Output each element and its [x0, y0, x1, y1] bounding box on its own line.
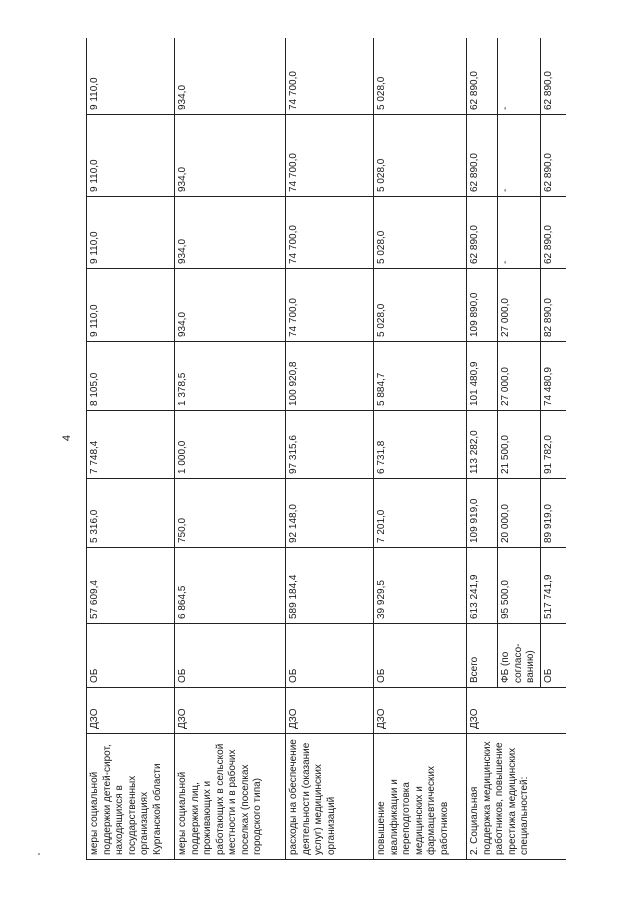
value-cell: 89 919,0: [540, 479, 566, 548]
value-cell: 5 028,0: [374, 269, 467, 342]
value-cell: 109 890,0: [467, 269, 498, 342]
value-cell: 9 110,0: [87, 38, 175, 115]
value-cell: 6 731,8: [374, 411, 467, 479]
table-row: [286, 38, 374, 860]
org-cell: ДЗО: [467, 688, 567, 734]
value-cell: 95 500,0: [498, 548, 541, 624]
value-cell: 517 741,9: [540, 548, 566, 624]
value-cell: 91 782,0: [540, 411, 566, 479]
value-cell: 109 919,0: [467, 479, 498, 548]
value-cell: 113 282,0: [467, 411, 498, 479]
value-cell: 8 105,0: [87, 342, 175, 411]
source-cell: ФБ (по согласо-ванию): [498, 624, 541, 688]
value-cell: 9 110,0: [87, 197, 175, 269]
scan-speck: [38, 853, 40, 855]
value-cell: 934,0: [175, 115, 286, 197]
org-cell: ДЗО: [374, 688, 467, 734]
value-cell: 62 890,0: [540, 38, 566, 115]
value-cell: 57 609,4: [87, 548, 175, 624]
rotated-table-area: [86, 38, 566, 860]
value-cell: 27 000,0: [498, 342, 541, 411]
row-label: меры социальной поддержки детей-сирот, находящихся в государственных организациях Курганской области: [87, 734, 175, 860]
value-cell: -: [498, 38, 541, 115]
value-cell: 5 028,0: [374, 115, 467, 197]
value-cell: 613 241,9: [467, 548, 498, 624]
value-cell: 92 148,0: [286, 479, 374, 548]
value-cell: 62 890,0: [540, 197, 566, 269]
table-row: [467, 38, 498, 860]
group-label: 2. Социальная поддержка медицинских работников, повышение престижа медицинских специальностей:: [467, 734, 567, 860]
org-cell: ДЗО: [286, 688, 374, 734]
row-label: повышение квалификации и переподготовка медицинских и фармацевтических работников: [374, 734, 467, 860]
value-cell: 62 890,0: [540, 115, 566, 197]
rotated-table-wrapper: [86, 38, 566, 860]
value-cell: 5 884,7: [374, 342, 467, 411]
value-cell: 750,0: [175, 479, 286, 548]
value-cell: -: [498, 197, 541, 269]
row-label: расходы на обеспечение деятельности (оказание услуг) медицинских организаций: [286, 734, 374, 860]
value-cell: 62 890,0: [467, 197, 498, 269]
source-cell: Всего: [467, 624, 498, 688]
source-cell: ОБ: [374, 624, 467, 688]
row-label: меры социальной поддержки лиц, проживающих и работающих в сельской местности и в рабочих поселках (поселках городского типа): [175, 734, 286, 860]
value-cell: 27 000,0: [498, 269, 541, 342]
value-cell: 21 500,0: [498, 411, 541, 479]
value-cell: 9 110,0: [87, 269, 175, 342]
source-cell: ОБ: [87, 624, 175, 688]
value-cell: 97 315,6: [286, 411, 374, 479]
value-cell: 101 480,9: [467, 342, 498, 411]
value-cell: 7 748,4: [87, 411, 175, 479]
value-cell: 7 201,0: [374, 479, 467, 548]
source-cell: ОБ: [286, 624, 374, 688]
budget-table: [86, 38, 566, 860]
value-cell: 1 378,5: [175, 342, 286, 411]
value-cell: 62 890,0: [467, 115, 498, 197]
value-cell: 100 920,8: [286, 342, 374, 411]
page-number: 4: [61, 434, 74, 442]
source-cell: ОБ: [540, 624, 566, 688]
value-cell: 74 700,0: [286, 197, 374, 269]
value-cell: 20 000,0: [498, 479, 541, 548]
value-cell: 74 480,9: [540, 342, 566, 411]
value-cell: 589 184,4: [286, 548, 374, 624]
value-cell: 74 700,0: [286, 115, 374, 197]
value-cell: 74 700,0: [286, 269, 374, 342]
table-row: [374, 38, 467, 860]
value-cell: 6 864,5: [175, 548, 286, 624]
value-cell: 5 028,0: [374, 38, 467, 115]
value-cell: 9 110,0: [87, 115, 175, 197]
value-cell: 934,0: [175, 38, 286, 115]
value-cell: 934,0: [175, 197, 286, 269]
value-cell: 1 000,0: [175, 411, 286, 479]
org-cell: ДЗО: [87, 688, 175, 734]
value-cell: 74 700,0: [286, 38, 374, 115]
org-cell: ДЗО: [175, 688, 286, 734]
table-row: [87, 38, 175, 860]
value-cell: 934,0: [175, 269, 286, 342]
value-cell: 62 890,0: [467, 38, 498, 115]
value-cell: 5 028,0: [374, 197, 467, 269]
value-cell: 5 316,0: [87, 479, 175, 548]
value-cell: 82 890,0: [540, 269, 566, 342]
source-cell: ОБ: [175, 624, 286, 688]
value-cell: 39 929,5: [374, 548, 467, 624]
table-row: [175, 38, 286, 860]
value-cell: -: [498, 115, 541, 197]
